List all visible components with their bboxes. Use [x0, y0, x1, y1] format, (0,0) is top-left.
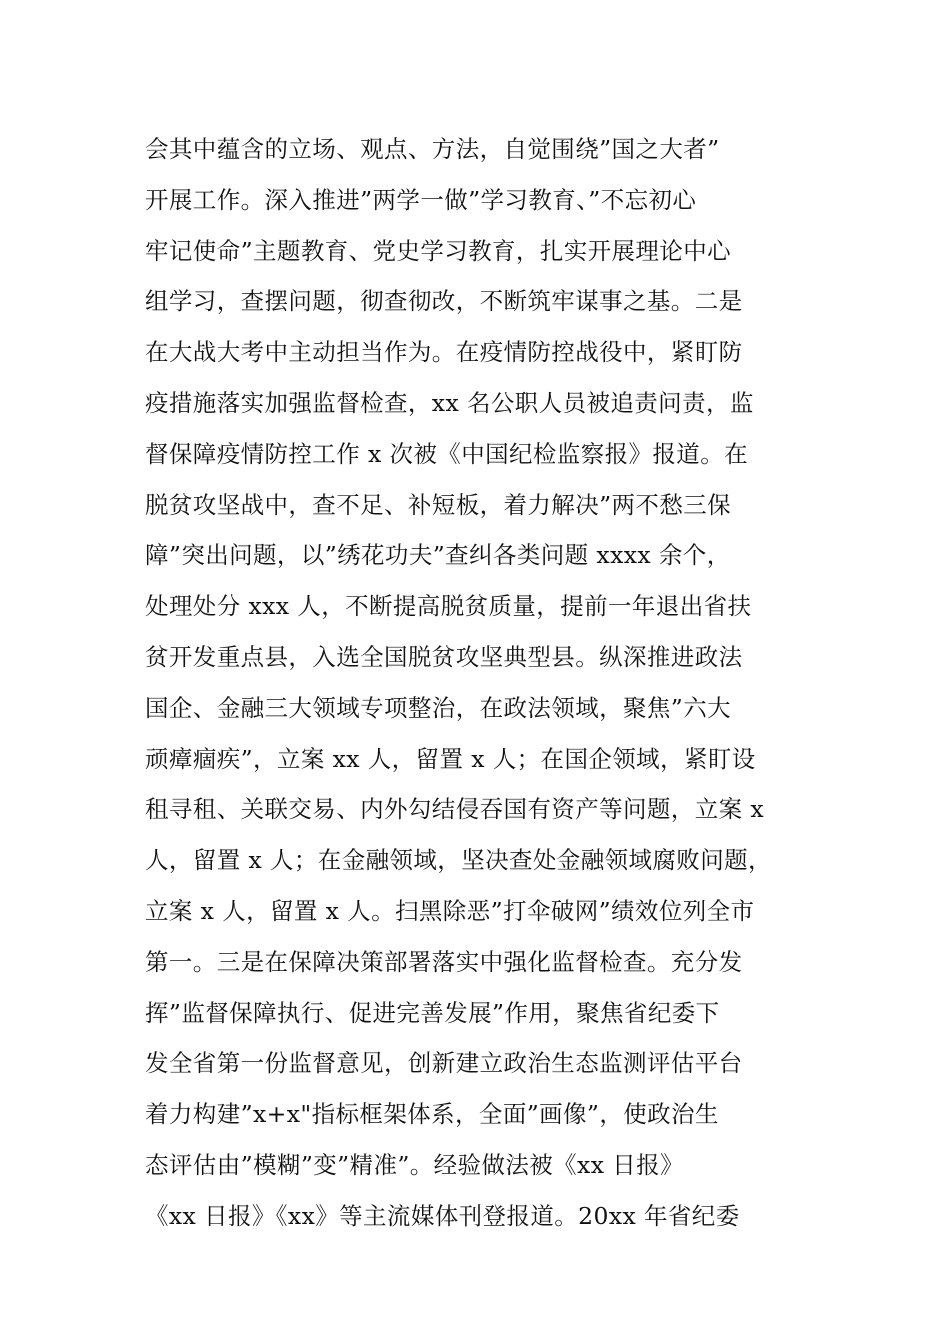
text-line: 开展工作。深入推进”两学一做”学习教育、”不忘初心: [145, 185, 697, 214]
text-line: 处理处分 xxx 人，不断提高脱贫质量，提前一年退出省扶: [145, 592, 752, 621]
text-line: 在大战大考中主动担当作为。在疫情防控战役中，紧盯防: [145, 338, 743, 367]
text-line: 疫措施落实加强监督检查，xx 名公职人员被追责问责，监: [145, 388, 754, 417]
text-line: 督保障疫情防控工作 x 次被《中国纪检监察报》报道。在: [145, 439, 748, 468]
text-line: 《xx 日报》《xx》等主流媒体刊登报道。20xx 年省纪委: [145, 1201, 740, 1230]
text-line: 牢记使命”主题教育、党史学习教育，扎实开展理论中心: [145, 236, 732, 265]
text-line: 租寻租、关联交易、内外勾结侵吞国有资产等问题，立案 x: [145, 795, 765, 824]
text-line: 立案 x 人，留置 x 人。扫黑除恶”打伞破网”绩效位列全市: [145, 896, 755, 925]
text-line: 组学习，查摆问题，彻查彻改，不断筑牢谋事之基。二是: [145, 287, 743, 316]
text-line: 会其中蕴含的立场、观点、方法，自觉围绕”国之大者”: [145, 135, 720, 163]
text-line: 着力构建”x+x"指标框架体系，全面”画像”，使政治生: [145, 1100, 719, 1129]
text-line: 挥”监督保障执行、促进完善发展”作用，聚焦省纪委下: [145, 998, 720, 1027]
text-line: 发全省第一份监督意见，创新建立政治生态监测评估平台: [145, 1049, 743, 1078]
text-line: 顽瘴痼疾”，立案 xx 人，留置 x 人；在国企领域，紧盯设: [145, 744, 756, 773]
text-line: 障”突出问题，以”绣花功夫”查纠各类问题 xxxx 余个，: [145, 541, 731, 570]
body-paragraph: [145, 124, 825, 1242]
text-line: 第一。三是在保障决策部署落实中强化监督检查。充分发: [145, 947, 743, 976]
text-line: 脱贫攻坚战中，查不足、补短板，着力解决”两不愁三保: [145, 490, 732, 519]
text-line: 态评估由”模糊”变”精准”。经验做法被《xx 日报》: [145, 1150, 684, 1179]
text-line: 国企、金融三大领域专项整治，在政法领域，聚焦”六大: [145, 693, 732, 722]
text-line: 贫开发重点县，入选全国脱贫攻坚典型县。纵深推进政法: [145, 642, 743, 671]
text-line: 人，留置 x 人；在金融领域，坚决查处金融领域腐败问题，: [145, 846, 772, 875]
